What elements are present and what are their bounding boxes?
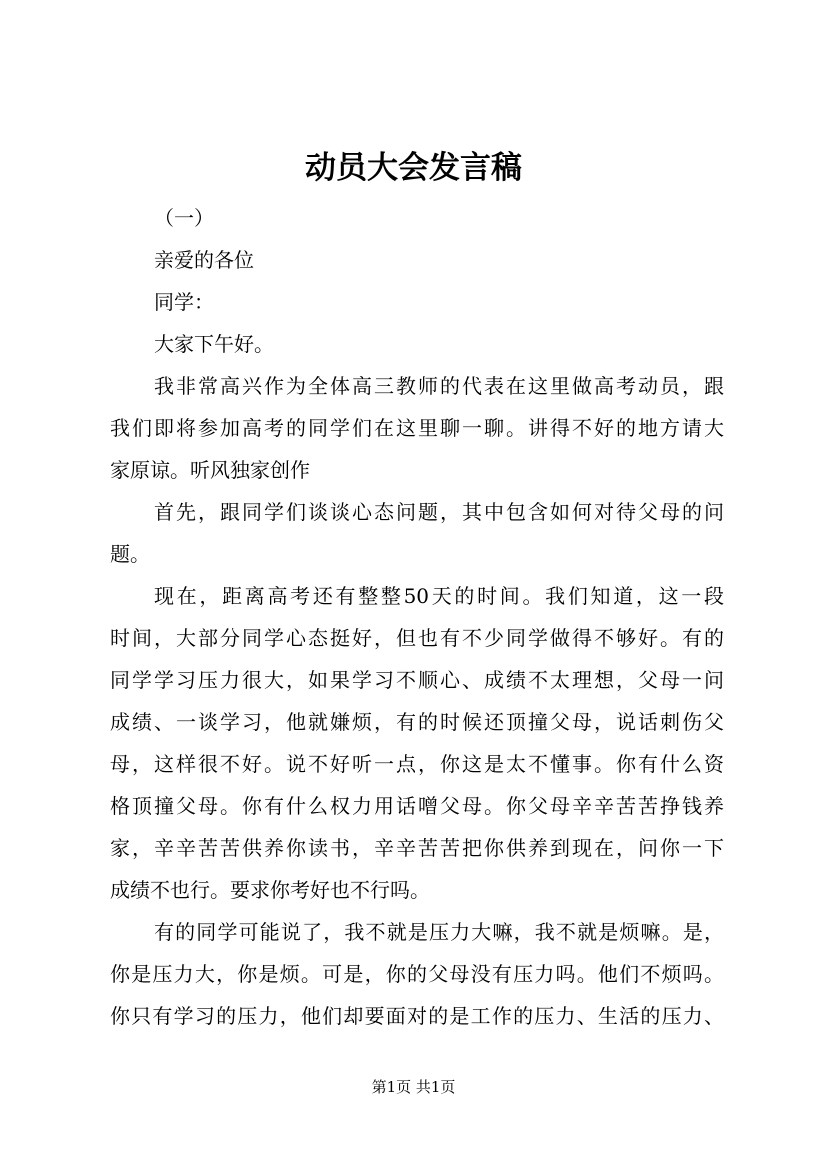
paragraph-line: 家，辛辛苦苦供养你读书，辛辛苦苦把你供养到现在，问你一下 — [110, 836, 724, 860]
paragraph-line: 格顶撞父母。你有什么权力用话噌父母。你父母辛辛苦苦挣钱养 — [110, 794, 724, 818]
paragraph-line: 你是压力大，你是烦。可是，你的父母没有压力吗。他们不烦吗。 — [110, 962, 724, 986]
paragraph-line: 家原谅。听风独家创作 — [110, 458, 310, 482]
document-body — [110, 197, 724, 1037]
document-title: 动员大会发言稿 — [305, 150, 522, 186]
paragraph-line: 我非常高兴作为全体高三教师的代表在这里做高考动员，跟 — [154, 374, 724, 398]
page-number-footer: 第1页 共1页 — [371, 1078, 456, 1096]
paragraph-line: 成绩不也行。要求你考好也不行吗。 — [110, 878, 430, 902]
salutation-line: 亲爱的各位 — [154, 248, 254, 272]
paragraph-line: 首先，跟同学们谈谈心态问题，其中包含如何对待父母的问 — [154, 500, 724, 524]
paragraph-line: 题。 — [110, 542, 150, 566]
paragraph-line: 现在，距离高考还有整整50天的时间。我们知道，这一段 — [154, 584, 724, 608]
paragraph-line: 时间，大部分同学心态挺好，但也有不少同学做得不够好。有的 — [110, 626, 724, 650]
paragraph-line: 母，这样很不好。说不好听一点，你这是太不懂事。你有什么资 — [110, 752, 724, 776]
paragraph-line: 有的同学可能说了，我不就是压力大嘛，我不就是烦嘛。是， — [154, 920, 724, 944]
section-marker: （一） — [154, 206, 214, 230]
paragraph-line: 同学学习压力很大，如果学习不顺心、成绩不太理想，父母一问 — [110, 668, 724, 692]
salutation-line: 同学： — [154, 290, 214, 314]
paragraph-line: 成绩、一谈学习，他就嫌烦，有的时候还顶撞父母，说话刺伤父 — [110, 710, 724, 734]
paragraph-line: 你只有学习的压力，他们却要面对的是工作的压力、生活的压力、 — [110, 1004, 724, 1028]
greeting-line: 大家下午好。 — [154, 332, 274, 356]
paragraph-line: 我们即将参加高考的同学们在这里聊一聊。讲得不好的地方请大 — [110, 416, 724, 440]
